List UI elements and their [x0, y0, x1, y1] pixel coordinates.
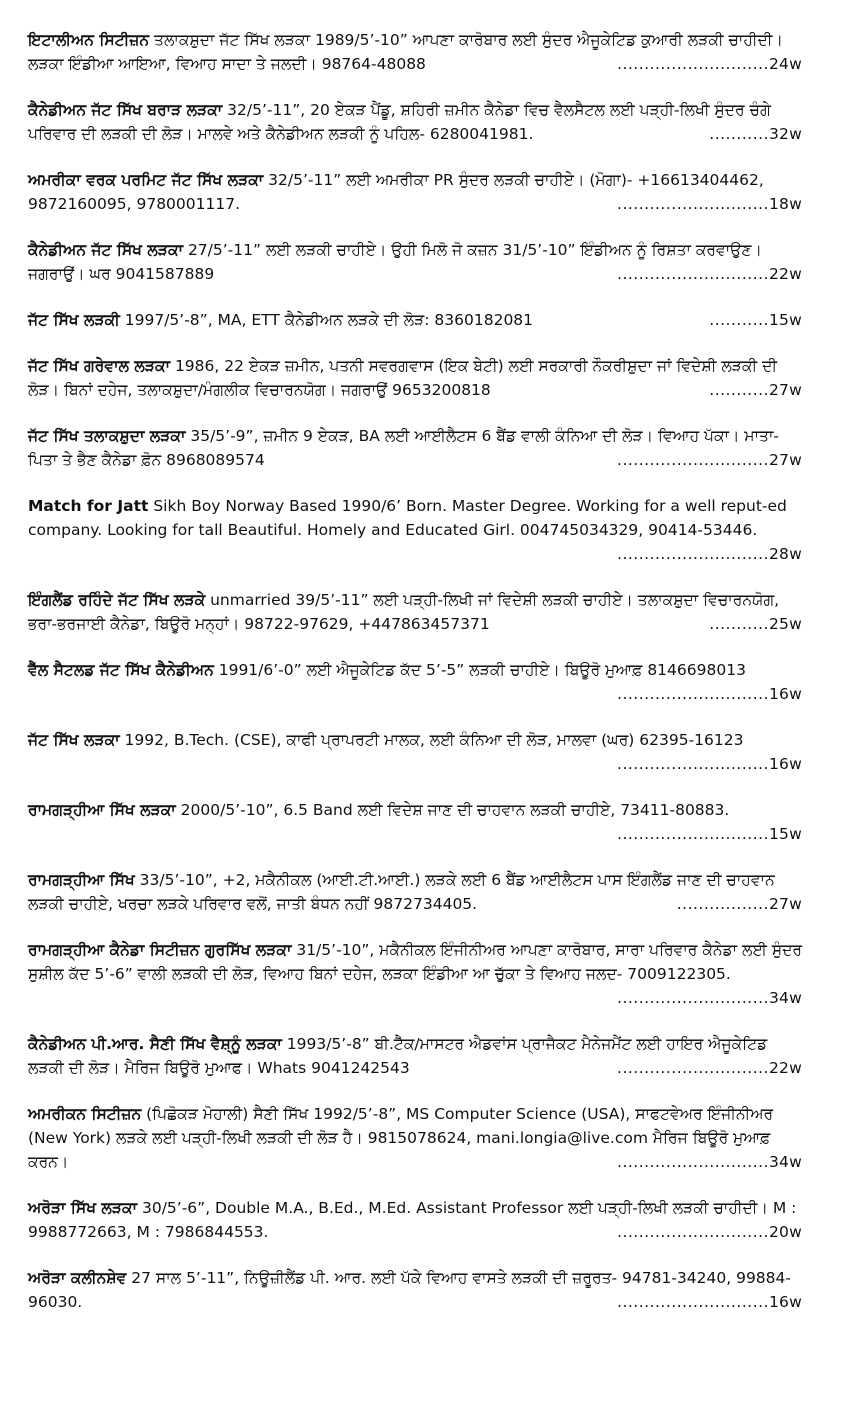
- ad-code: ..... 20w: [617, 1220, 802, 1244]
- ad-code: ..... 34w: [617, 1150, 802, 1174]
- ad-heading: ਰਾਮਗੜ੍ਹੀਆ ਸਿੱਖ: [28, 871, 135, 889]
- ad-body: ਤਲਾਕਸ਼ੁਦਾ ਜੱਟ ਸਿੱਖ ਲੜਕਾ 1989/5’-10” ਆਪਣਾ ਕਾਰੋਬਾਰ ਲਈ ਸੁੰਦਰ ਐਜੂਕੇਟਿਡ ਕੁਆਰੀ ਲੜਕੀ ਚਾਹੀਦੀ। ਲੜਕਾ ਇੰਡੀਆ ਆਇਆ, ਵਿਆਹ ਸਾਦਾ ਤੇ ਜਲਦੀ। 98764-48088: [28, 31, 783, 73]
- ad-heading: ਅਰੋੜਾ ਸਿੱਖ ਲੜਕਾ: [28, 1199, 138, 1217]
- ad-item: [28, 1032, 802, 1080]
- ad-heading: ਜੱਟ ਸਿੱਖ ਲੜਕਾ: [28, 731, 120, 749]
- ad-code: ..... 16w: [617, 682, 802, 706]
- ad-body: 1991/6’-0” ਲਈ ਐਜੂਕੇਟਿਡ ਕੱਦ 5’-5” ਲੜਕੀ ਚਾਹੀਏ। ਬਿਊਰੋ ਮੁਆਫ਼ 8146698013: [213, 661, 746, 679]
- ad-body: 1993/5’-8” ਬੀ.ਟੈੱਕ/ਮਾਸਟਰ ਐਡਵਾਂਸ ਪ੍ਰਾਜੈਕਟ ਮੈਨੇਜਮੈਂਟ ਲਈ ਹਾਇਰ ਐਜੂਕੇਟਿਡ ਲੜਕੀ ਦੀ ਲੋੜ। ਮੈਰਿਜ ਬਿਊਰੋ ਮੁਆਫ। Whats 9041242543: [28, 1035, 768, 1077]
- ad-item: [28, 798, 802, 846]
- ad-item: [28, 168, 802, 216]
- ad-body: 1992, B.Tech. (CSE), ਕਾਫੀ ਪ੍ਰਾਪਰਟੀ ਮਾਲਕ, ਲਈ ਕੰਨਿਆ ਦੀ ਲੋੜ, ਮਾਲਵਾ (ਘਰ) 62395-16123: [119, 731, 744, 749]
- ad-code: ..... 15w: [617, 822, 802, 846]
- ad-body: 2000/5’-10”, 6.5 Band ਲਈ ਵਿਦੇਸ਼ ਜਾਣ ਦੀ ਚਾਹਵਾਨ ਲੜਕੀ ਚਾਹੀਏ, 73411-80883.: [175, 801, 730, 819]
- ad-body: 30/5’-6”, Double M.A., B.Ed., M.Ed. Assistant Professor ਲਈ ਪੜ੍ਹੀ-ਲਿਖੀ ਲੜਕੀ ਚਾਹੀਦੀ। M : 9988772663, M : 7986844553.: [28, 1199, 797, 1241]
- ad-body: 32/5’-11” ਲਈ ਅਮਰੀਕਾ PR ਸੁੰਦਰ ਲੜਕੀ ਚਾਹੀਏ। (ਮੋਗਾ)- +16613404462, 9872160095, 9780001117.: [28, 171, 764, 213]
- ad-heading: ਜੱਟ ਸਿੱਖ ਤਲਾਕਸ਼ੁਦਾ ਲੜਕਾ: [28, 427, 186, 445]
- ad-heading: ਵੈੱਲ ਸੈਟਲਡ ਜੱਟ ਸਿੱਖ ਕੈਨੇਡੀਅਨ: [28, 661, 214, 679]
- ad-code: ..... 27w: [709, 378, 802, 402]
- ad-body: 27 ਸਾਲ 5’-11”, ਨਿਊਜ਼ੀਲੈਂਡ ਪੀ. ਆਰ. ਲਈ ਪੱਕੇ ਵਿਆਹ ਵਾਸਤੇ ਲੜਕੀ ਦੀ ਜ਼ਰੂਰਤ- 94781-34240, 99884-96030.: [28, 1269, 791, 1311]
- ad-code: ..... 15w: [709, 308, 802, 332]
- ad-item: [28, 658, 802, 706]
- ad-body: 1997/5’-8”, MA, ETT ਕੈਨੇਡੀਅਨ ਲੜਕੇ ਦੀ ਲੋੜ: 8360182081: [119, 311, 534, 329]
- ad-item: [28, 1266, 802, 1314]
- ad-heading: ਅਰੋੜਾ ਕਲੀਨਸ਼ੇਵ: [28, 1269, 127, 1287]
- ad-body: unmarried 39/5’-11” ਲਈ ਪੜ੍ਹੀ-ਲਿਖੀ ਜਾਂ ਵਿਦੇਸ਼ੀ ਲੜਕੀ ਚਾਹੀਏ। ਤਲਾਕਸ਼ੁਦਾ ਵਿਚਾਰਨਯੋਗ, ਭਰਾ-ਭਰਜਾਈ ਕੈਨੇਡਾ, ਬਿਊਰੋ ਮਨ੍ਹਾਂ। 98722-97629, +447863457371: [28, 591, 780, 633]
- ad-code: ..... 25w: [709, 612, 802, 636]
- ad-code: ..... 22w: [617, 1056, 802, 1080]
- ad-item: [28, 1102, 802, 1174]
- ad-item: [28, 868, 802, 916]
- ad-item: [28, 238, 802, 286]
- ad-body: 35/5’-9”, ਜ਼ਮੀਨ 9 ਏਕੜ, BA ਲਈ ਆਈਲੈਟਸ 6 ਬੈਂਡ ਵਾਲੀ ਕੰਨਿਆ ਦੀ ਲੋੜ। ਵਿਆਹ ਪੱਕਾ। ਮਾਤਾ-ਪਿਤਾ ਤੇ ਭੈਣ ਕੈਨੇਡਾ ਫ਼ੋਨ 8968089574: [28, 427, 780, 469]
- ad-item: [28, 308, 802, 332]
- ad-item: [28, 98, 802, 146]
- ad-body: 27/5’-11” ਲਈ ਲੜਕੀ ਚਾਹੀਏ। ਉਹੀ ਮਿਲੋ ਜੋ ਕਜ਼ਨ 31/5’-10” ਇੰਡੀਅਨ ਨੂੰ ਰਿਸ਼ਤਾ ਕਰਵਾਉਣ। ਜਗਰਾਉਂ। ਘਰ 9041587889: [28, 241, 762, 283]
- ad-code: ..... 32w: [709, 122, 802, 146]
- ad-code: ..... 27w: [617, 448, 802, 472]
- ad-heading: ਕੈਨੇਡੀਅਨ ਜੱਟ ਸਿੱਖ ਲੜਕਾ: [28, 241, 184, 259]
- ad-item: [28, 354, 802, 402]
- ad-code: ..... 16w: [617, 1290, 802, 1314]
- ad-heading: ਇੰਗਲੈਂਡ ਰਹਿੰਦੇ ਜੱਟ ਸਿੱਖ ਲੜਕੇ: [28, 591, 206, 609]
- ad-body: Sikh Boy Norway Based 1990/6’ Born. Master Degree. Working for a well reput-ed company. Looking for tall Beautiful. Homely and Educated Girl. 004745034329, 90414-53446.: [28, 497, 787, 539]
- ad-heading: ਇਟਾਲੀਅਨ ਸਿਟੀਜ਼ਨ: [28, 31, 150, 49]
- ad-body: 33/5’-10”, +2, ਮਕੈਨੀਕਲ (ਆਈ.ਟੀ.ਆਈ.) ਲੜਕੇ ਲਈ 6 ਬੈਂਡ ਆਈਲੈਟਸ ਪਾਸ ਇੰਗਲੈਂਡ ਜਾਣ ਦੀ ਚਾਹਵਾਨ ਲੜਕੀ ਚਾਹੀਏ, ਖਰਚਾ ਲੜਕੇ ਪਰਿਵਾਰ ਵਲੋਂ, ਜਾਤੀ ਬੰਧਨ ਨਹੀਂ 9872734405.: [28, 871, 775, 913]
- ad-heading: ਜੱਟ ਸਿੱਖ ਗਰੇਵਾਲ ਲੜਕਾ: [28, 357, 171, 375]
- ad-item: [28, 424, 802, 472]
- ad-heading: ਅਮਰੀਕਨ ਸਿਟੀਜ਼ਨ: [28, 1105, 142, 1123]
- ad-body: (ਪਿਛੋਕੜ ਮੋਹਾਲੀ) ਸੈਣੀ ਸਿੱਖ 1992/5’-8”, MS Computer Science (USA), ਸਾਫਟਵੇਅਰ ਇੰਜੀਨੀਅਰ (New York) ਲੜਕੇ ਲਈ ਪੜ੍ਹੀ-ਲਿਖੀ ਲੜਕੀ ਦੀ ਲੋੜ ਹੈ। 9815078624, mani.longia@live.com ਮੈਰਿਜ ਬਿਊਰੋ ਮੁਆਫ਼ ਕਰਨ।: [28, 1105, 774, 1171]
- ad-heading: ਅਮਰੀਕਾ ਵਰਕ ਪਰਮਿਟ ਜੱਟ ਸਿੱਖ ਲੜਕਾ: [28, 171, 264, 189]
- ad-code: ..... 16w: [617, 752, 802, 776]
- ad-heading: ਰਾਮਗੜ੍ਹੀਆ ਸਿੱਖ ਲੜਕਾ: [28, 801, 176, 819]
- ad-body: 31/5’-10”, ਮਕੈਨੀਕਲ ਇੰਜੀਨੀਅਰ ਆਪਣਾ ਕਾਰੋਬਾਰ, ਸਾਰਾ ਪਰਿਵਾਰ ਕੈਨੇਡਾ ਲਈ ਸੁੰਦਰ ਸੁਸ਼ੀਲ ਕੱਦ 5’-6” ਵਾਲੀ ਲੜਕੀ ਦੀ ਲੋੜ, ਵਿਆਹ ਬਿਨਾਂ ਦਹੇਜ, ਲੜਕਾ ਇੰਡੀਆ ਆ ਚੁੱਕਾ ਤੇ ਵਿਆਹ ਜਲਦ- 7009122305.: [28, 941, 803, 983]
- ad-heading: ਰਾਮਗੜ੍ਹੀਆ ਕੈਨੇਡਾ ਸਿਟੀਜ਼ਨ ਗੁਰਸਿੱਖ ਲੜਕਾ: [28, 941, 292, 959]
- ad-item: [28, 588, 802, 636]
- ad-item: [28, 938, 802, 1010]
- ad-item: [28, 494, 802, 566]
- ad-code: ..... 18w: [617, 192, 802, 216]
- ad-item: [28, 728, 802, 776]
- ad-body: 32/5’-11”, 20 ਏਕੜ ਪੈਂਡੂ, ਸ਼ਹਿਰੀ ਜ਼ਮੀਨ ਕੈਨੇਡਾ ਵਿਚ ਵੈਲਸੈਟਲ ਲਈ ਪੜ੍ਹੀ-ਲਿਖੀ ਸੁੰਦਰ ਚੰਗੇ ਪਰਿਵਾਰ ਦੀ ਲੜਕੀ ਦੀ ਲੋੜ। ਮਾਲਵੇ ਅਤੇ ਕੈਨੇਡੀਅਨ ਲੜਕੀ ਨੂੰ ਪਹਿਲ- 6280041981.: [28, 101, 771, 143]
- ad-item: [28, 28, 802, 76]
- ad-heading: ਕੈਨੇਡੀਅਨ ਪੀ.ਆਰ. ਸੈਣੀ ਸਿੱਖ ਵੈਸ਼੍ਨੂੰ ਲੜਕਾ: [28, 1035, 282, 1053]
- ad-code: ..... 24w: [617, 52, 802, 76]
- ad-heading: ਕੈਨੇਡੀਅਨ ਜੱਟ ਸਿੱਖ ਬਰਾੜ ਲੜਕਾ: [28, 101, 223, 119]
- ad-heading: Match for Jatt: [28, 497, 149, 515]
- ad-heading: ਜੱਟ ਸਿੱਖ ਲੜਕੀ: [28, 311, 120, 329]
- ad-code: ..... 27w: [677, 892, 802, 916]
- ad-body: 1986, 22 ਏਕੜ ਜ਼ਮੀਨ, ਪਤਨੀ ਸਵਰਗਵਾਸ (ਇਕ ਬੇਟੀ) ਲਈ ਸਰਕਾਰੀ ਨੌਕਰੀਸ਼ੁਦਾ ਜਾਂ ਵਿਦੇਸ਼ੀ ਲੜਕੀ ਦੀ ਲੋੜ। ਬਿਨਾਂ ਦਹੇਜ, ਤਲਾਕਸ਼ੁਦਾ/ਮੰਗਲੀਕ ਵਿਚਾਰਨਯੋਗ। ਜਗਰਾਉਂ 9653200818: [28, 357, 778, 399]
- ad-code: ..... 34w: [617, 986, 802, 1010]
- ad-code: ..... 28w: [617, 542, 802, 566]
- ad-code: ..... 22w: [617, 262, 802, 286]
- ad-item: [28, 1196, 802, 1244]
